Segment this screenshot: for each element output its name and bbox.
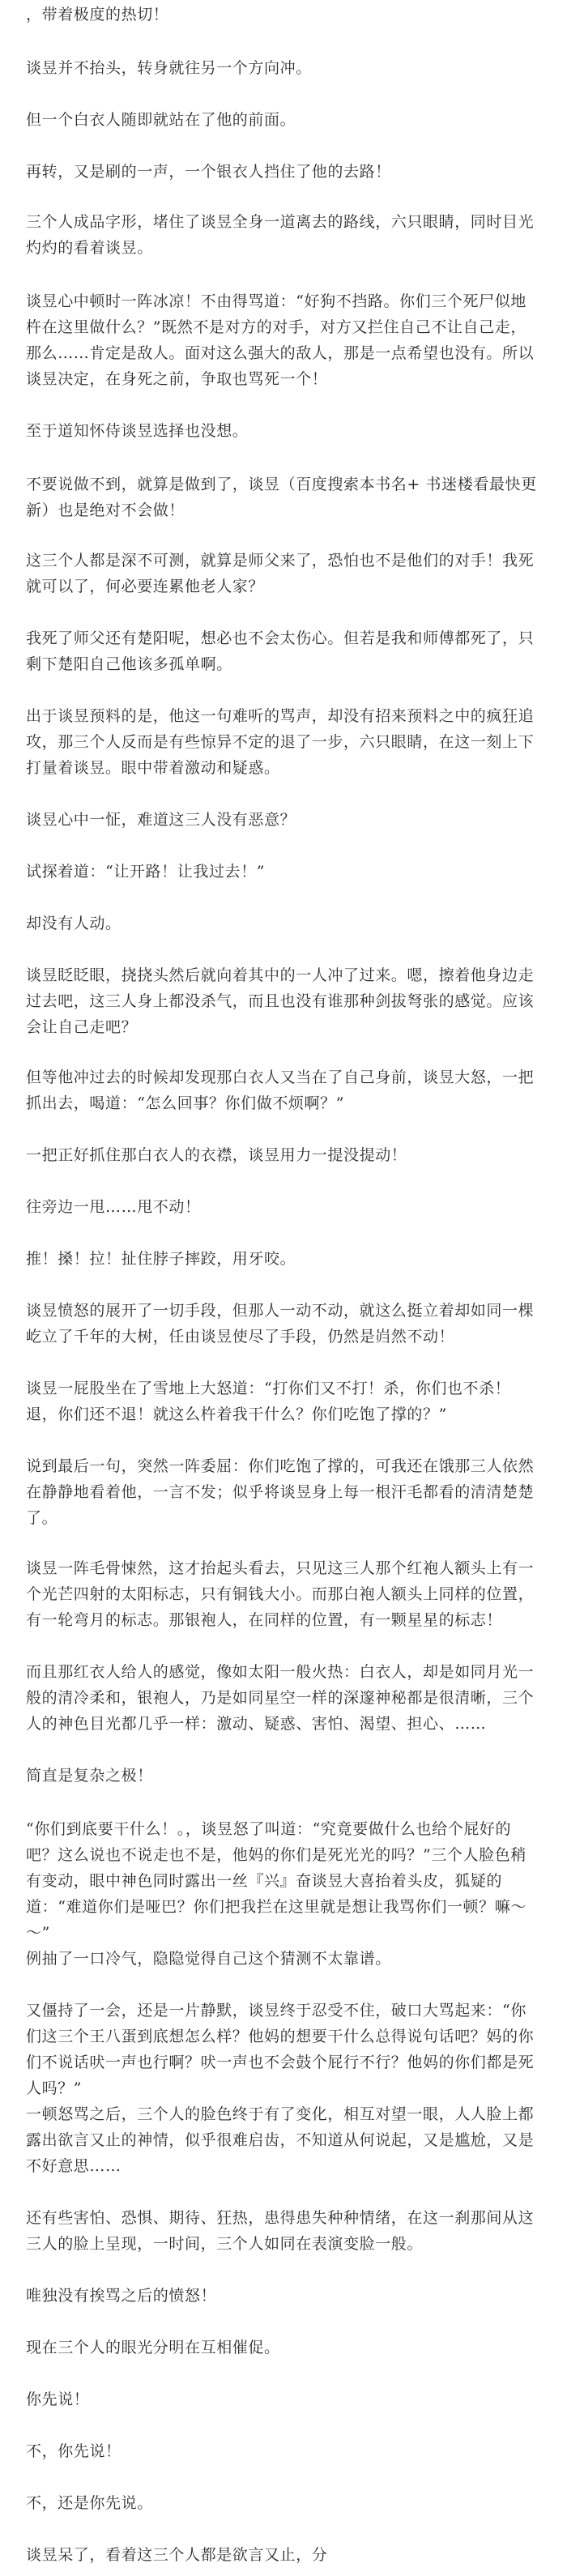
paragraph: 现在三个人的眼光分明在互相催促。 xyxy=(26,2339,280,2356)
paragraph: 谈昱一屁股坐在了雪地上大怒道：“打你们又不打！杀，你们也不杀！退，你们还不退！就这么杵着我干什么？你们吃饱了撑的？” xyxy=(26,1380,511,1423)
paragraph: 而且那红衣人给人的感觉，像如太阳一般火热：白衣人，却是如同月光一般的清冷柔和，银袍人，乃是如同星空一样的深邃神秘都是很清晰，三个人的神色目光都几乎一样：激动、疑惑、害怕、渴望、担心、…… xyxy=(26,1663,535,1733)
paragraph: 谈昱呆了，看着这三个人都是欲言又止，分 xyxy=(26,2546,328,2564)
paragraph: 还有些害怕、恐惧、期待、狂热，患得患失种种情绪，在这一刹那间从这三人的脸上呈现，一时间，三个人如同在表演变脸一般。 xyxy=(26,2209,535,2253)
paragraph: 推！搡！拉！扯住脖子摔跤，用牙咬。 xyxy=(26,1250,296,1268)
paragraph: 谈昱愤怒的展开了一切手段，但那人一动不动，就这么挺立着却如同一棵屹立了千年的大树，任由谈昱使尽了手段，仍然是岿然不动！ xyxy=(26,1302,535,1346)
paragraph: 不，你先说！ xyxy=(26,2442,122,2460)
paragraph: 再转，又是刷的一声，一个银衣人挡住了他的去路！ xyxy=(26,163,391,181)
paragraph: 三个人成品字形，堵住了谈昱全身一道离去的路线，六只眼睛，同时目光灼灼的看着谈昱。 xyxy=(26,213,535,257)
paragraph: 试探着道：“让开路！让我过去！” xyxy=(26,863,266,881)
paragraph: ，带着极度的热切！ xyxy=(26,6,169,23)
paragraph: 出于谈昱预料的是，他这一句难听的骂声，却没有招来预料之中的疯狂追攻，那三个人反而是有些惊异不定的退了一步，六只眼睛，在这一刻上下打量着谈昱。眼中带着激动和疑惑。 xyxy=(26,707,535,777)
paragraph: 唯独没有挨骂之后的愤怒！ xyxy=(26,2287,217,2305)
paragraph: 至于道知怀侍谈昱选择也没想。 xyxy=(26,422,249,440)
paragraph: 谈昱眨眨眼，挠挠头然后就向着其中的一人冲了过来。嗯，擦着他身边走过去吧，这三人身上都没杀气，而且也没有谁那种剑拔弩张的感觉。应该会让自己走吧？ xyxy=(26,966,535,1036)
paragraph: 谈昱一阵毛骨悚然，这才抬起头看去，只见这三人那个红袍人额头上有一个光芒四射的太阳标志，只有铜钱大小。而那白袍人额头上同样的位置，有一轮弯月的标志。那银袍人，在同样的位置，有一颗星星的标志！ xyxy=(26,1559,535,1629)
paragraph: 一把正好抓住那白衣人的衣襟，谈昱用力一提没提动！ xyxy=(26,1146,407,1164)
paragraph: “你们到底要干什么！。，谈昱怒了叫道：“究竟要做什么也给个屁好的吧？这么说也不说走也不是，他妈的你们是死光光的吗？”三个人脸色稍有变动，眼中神色同时露出一丝『兴』奋谈昱大喜抬着头皮，狐疑的道：“难道你们是哑巴？你们把我拦在这里就是想让我骂你们一顿？嘛～～” xyxy=(26,1820,526,1942)
paragraph: 不要说做不到，就算是做到了，谈昱（百度搜索本书名+ 书迷楼看最快更新）也是绝对不会做！ xyxy=(26,476,537,519)
paragraph: 谈昱心中一怔，难道这三人没有恶意？ xyxy=(26,811,296,829)
paragraph: 简直是复杂之极！ xyxy=(26,1767,153,1785)
paragraph: 谈昱心中顿时一阵冰凉！不由得骂道：“好狗不挡路。你们三个死尸似地杵在这里做什么？”既然不是对方的对手，对方又拦住自己不让自己走，那么……肯定是敌人。面对这么强大的敌人，那是一点希望也没有。所以谈昱决定，在身死之前，争取也骂死一个！ xyxy=(26,292,535,388)
paragraph: 但等他冲过去的时候却发现那白衣人又当在了自己身前，谈昱大怒，一把抓出去，喝道：“怎么回事？你们做不烦啊？” xyxy=(26,1068,535,1112)
paragraph: 例抽了一口冷气，隐隐觉得自己这个猜测不太靠谱。 xyxy=(26,1950,391,1968)
paragraph: 但一个白衣人随即就站在了他的前面。 xyxy=(26,111,296,129)
paragraph: 说到最后一句，突然一阵委屈：你们吃饱了撑的，可我还在饿那三人依然在静静地看着他，一言不发；似乎将谈昱身上每一根汗毛都看的清清楚楚了。 xyxy=(26,1457,535,1527)
paragraph: 却没有人动。 xyxy=(26,915,122,932)
paragraph: 不，还是你先说。 xyxy=(26,2494,153,2512)
paragraph: 一顿怒骂之后，三个人的脸色终于有了变化，相互对望一眼，人人脸上都露出欲言又止的神情，似乎很难启齿，不知道从何说起，又是尴尬，又是不好意思…… xyxy=(26,2105,535,2175)
paragraph: 我死了师父还有楚阳呢，想必也不会太伤心。但若是我和师傅都死了，只剩下楚阳自己他该多孤单啊。 xyxy=(26,629,535,673)
paragraph: 这三个人都是深不可测，就算是师父来了，恐怕也不是他们的对手！我死就可以了，何必要连累他老人家？ xyxy=(26,552,535,595)
paragraph: 又僵持了一会，还是一片静默，谈昱终于忍受不住，破口大骂起来：“你们这三个王八蛋到底想怎么样？他妈的想要干什么总得说句话吧？妈的你们不说话吠一声也行啊？吠一声也不会鼓个屁行不行？他妈的你们都是死人吗？” xyxy=(26,2002,535,2097)
paragraph: 往旁边一甩……甩不动！ xyxy=(26,1198,201,1216)
paragraph: 你先说！ xyxy=(26,2390,90,2408)
paragraph: 谈昱并不抬头，转身就往另一个方向冲。 xyxy=(26,59,312,77)
